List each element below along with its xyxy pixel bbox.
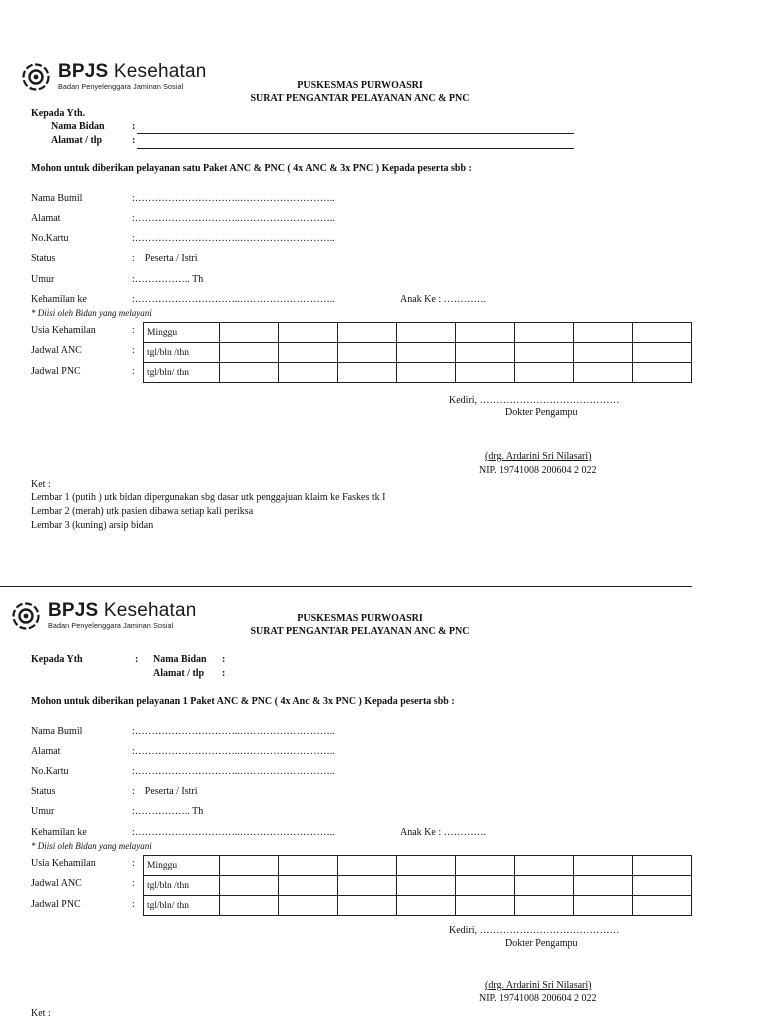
grid-cell[interactable] bbox=[515, 876, 574, 896]
grid-cell[interactable] bbox=[456, 896, 515, 916]
field-label: Status bbox=[31, 786, 56, 797]
field-label: Umur bbox=[31, 806, 55, 817]
field-value[interactable]: :…………………………..……………………….. bbox=[132, 213, 335, 224]
alamat-colon: : bbox=[132, 135, 136, 146]
ket-line: Lembar 3 (kuning) arsip bidan bbox=[31, 520, 154, 531]
logo-brand-second: Kesehatan bbox=[103, 600, 197, 621]
field-value[interactable]: :…………………………..……………………….. bbox=[132, 294, 335, 305]
grid-cell[interactable] bbox=[279, 363, 338, 383]
grid-cell[interactable] bbox=[220, 896, 279, 916]
signer-nip: NIP. 19741008 200604 2 022 bbox=[479, 465, 597, 476]
field-value[interactable]: : Peserta / Istri bbox=[132, 786, 198, 797]
schedule-label: Jadwal ANC bbox=[31, 878, 82, 889]
table-row bbox=[144, 363, 692, 383]
ket-label: Ket : bbox=[31, 1008, 51, 1019]
title-line-1: PUSKESMAS PURWOASRI bbox=[297, 80, 423, 91]
schedule-colon: : bbox=[132, 858, 135, 869]
nama-bidan-line[interactable] bbox=[137, 133, 574, 134]
table-row bbox=[144, 856, 692, 876]
field-value[interactable]: : Peserta / Istri bbox=[132, 253, 198, 264]
ket-line: Lembar 1 (putih ) utk bidan dipergunakan sbg dasar utk penggajuan klaim ke Faskes tk I bbox=[31, 492, 386, 503]
grid-cell[interactable] bbox=[397, 896, 456, 916]
field-label: No.Kartu bbox=[31, 233, 69, 244]
grid-cell[interactable] bbox=[397, 876, 456, 896]
grid-cell[interactable] bbox=[220, 856, 279, 876]
grid-cell[interactable] bbox=[338, 856, 397, 876]
grid-cell[interactable] bbox=[220, 343, 279, 363]
grid-cell[interactable] bbox=[220, 323, 279, 343]
grid-cell[interactable] bbox=[338, 343, 397, 363]
grid-cell[interactable] bbox=[574, 856, 633, 876]
bpjs-emblem-icon bbox=[22, 63, 50, 91]
signer-nip: NIP. 19741008 200604 2 022 bbox=[479, 993, 597, 1004]
logo-brand-main: BPJS bbox=[48, 600, 99, 621]
signer-role: Dokter Pengampu bbox=[505, 938, 578, 949]
grid-cell-label: tgl/bln /thn bbox=[144, 343, 220, 363]
schedule-label: Jadwal PNC bbox=[31, 899, 81, 910]
cut-line-divider bbox=[0, 586, 692, 587]
schedule-label: Usia Kehamilan bbox=[31, 325, 96, 336]
grid-cell-label: Minggu bbox=[144, 856, 220, 876]
schedule-label: Jadwal ANC bbox=[31, 345, 82, 356]
grid-cell[interactable] bbox=[456, 363, 515, 383]
kepada-label: Kepada Yth. bbox=[31, 108, 86, 119]
field-label: Kehamilan ke bbox=[31, 294, 87, 305]
field-value[interactable]: :…………….. Th bbox=[132, 274, 204, 285]
alamat-label: Alamat / tlp bbox=[153, 668, 205, 679]
grid-cell[interactable] bbox=[574, 876, 633, 896]
grid-cell[interactable] bbox=[633, 323, 692, 343]
field-label: Alamat bbox=[31, 746, 61, 757]
nama-bidan-label: Nama Bidan bbox=[51, 121, 105, 132]
grid-cell[interactable] bbox=[279, 323, 338, 343]
grid-cell[interactable] bbox=[633, 896, 692, 916]
anak-ke-field[interactable]: Anak Ke : …………. bbox=[400, 294, 487, 305]
grid-cell-label: tgl/bln/ thn bbox=[144, 896, 220, 916]
field-label: Kehamilan ke bbox=[31, 827, 87, 838]
grid-cell[interactable] bbox=[220, 363, 279, 383]
grid-cell[interactable] bbox=[279, 876, 338, 896]
field-value[interactable]: :…………………………..……………………….. bbox=[132, 726, 335, 737]
title-line-1: PUSKESMAS PURWOASRI bbox=[297, 613, 423, 624]
grid-cell[interactable] bbox=[456, 323, 515, 343]
form-title bbox=[190, 79, 530, 105]
signer-name: (drg. Ardarini Sri Nilasari) bbox=[485, 451, 592, 462]
grid-cell[interactable] bbox=[574, 343, 633, 363]
schedule-label: Usia Kehamilan bbox=[31, 858, 96, 869]
grid-cell[interactable] bbox=[279, 856, 338, 876]
form-sheet-2 bbox=[0, 588, 768, 1024]
grid-cell[interactable] bbox=[574, 363, 633, 383]
grid-cell[interactable] bbox=[574, 896, 633, 916]
schedule-label: Jadwal PNC bbox=[31, 366, 81, 377]
field-value[interactable]: :…………………………..……………………….. bbox=[132, 766, 335, 777]
nama-bidan-colon: : bbox=[132, 121, 136, 132]
fill-note: * Diisi oleh Bidan yang melayani bbox=[31, 308, 152, 318]
grid-cell[interactable] bbox=[515, 856, 574, 876]
grid-cell[interactable] bbox=[338, 363, 397, 383]
kepada-colon: : bbox=[135, 654, 139, 665]
grid-cell[interactable] bbox=[397, 363, 456, 383]
schedule-grid bbox=[143, 322, 692, 383]
place-date[interactable]: Kediri, …………………………………… bbox=[449, 395, 620, 406]
nama-bidan-label: Nama Bidan bbox=[153, 654, 207, 665]
field-label: Umur bbox=[31, 274, 55, 285]
table-row bbox=[144, 876, 692, 896]
schedule-colon: : bbox=[132, 899, 135, 910]
bpjs-logo bbox=[22, 62, 207, 91]
grid-cell-label: Minggu bbox=[144, 323, 220, 343]
schedule-colon: : bbox=[132, 345, 135, 356]
field-label: Alamat bbox=[31, 213, 61, 224]
logo-brand-second: Kesehatan bbox=[113, 61, 207, 82]
grid-cell[interactable] bbox=[397, 856, 456, 876]
field-label: No.Kartu bbox=[31, 766, 69, 777]
ket-line: Lembar 2 (merah) utk pasien dibawa setiap kali periksa bbox=[31, 506, 254, 517]
grid-cell[interactable] bbox=[338, 896, 397, 916]
table-row bbox=[144, 896, 692, 916]
grid-cell[interactable] bbox=[633, 343, 692, 363]
schedule-colon: : bbox=[132, 366, 135, 377]
alamat-line[interactable] bbox=[137, 148, 574, 149]
grid-cell[interactable] bbox=[279, 343, 338, 363]
grid-cell-label: tgl/bln/ thn bbox=[144, 363, 220, 383]
ket-label: Ket : bbox=[31, 479, 51, 490]
schedule-grid bbox=[143, 855, 692, 916]
request-text: Mohon untuk diberikan pelayanan satu Paket ANC & PNC ( 4x ANC & 3x PNC ) Kepada peserta sbb : bbox=[31, 163, 472, 174]
schedule-colon: : bbox=[132, 325, 135, 336]
logo-brand-main: BPJS bbox=[58, 61, 109, 82]
logo-tagline: Badan Penyelenggara Jaminan Sosial bbox=[58, 82, 184, 91]
field-label: Status bbox=[31, 253, 56, 264]
request-text: Mohon untuk diberikan pelayanan 1 Paket ANC & PNC ( 4x Anc & 3x PNC ) Kepada peserta sbb : bbox=[31, 696, 455, 707]
grid-cell[interactable] bbox=[397, 343, 456, 363]
grid-cell[interactable] bbox=[220, 876, 279, 896]
signer-name: (drg. Ardarini Sri Nilasari) bbox=[485, 980, 592, 991]
logo-tagline: Badan Penyelenggara Jaminan Sosial bbox=[48, 621, 174, 630]
field-label: Nama Bumil bbox=[31, 726, 83, 737]
grid-cell[interactable] bbox=[515, 323, 574, 343]
grid-cell[interactable] bbox=[338, 323, 397, 343]
field-value[interactable]: :…………….. Th bbox=[132, 806, 204, 817]
bpjs-emblem-icon bbox=[12, 602, 40, 630]
field-value[interactable]: :…………………………..……………………….. bbox=[132, 827, 335, 838]
schedule-colon: : bbox=[132, 878, 135, 889]
field-value[interactable]: :…………………………..……………………….. bbox=[132, 193, 335, 204]
alamat-label: Alamat / tlp bbox=[51, 135, 103, 146]
title-line-2: SURAT PENGANTAR PELAYANAN ANC & PNC bbox=[250, 93, 470, 104]
grid-cell[interactable] bbox=[456, 856, 515, 876]
field-value[interactable]: :…………………………..……………………….. bbox=[132, 233, 335, 244]
alamat-colon: : bbox=[222, 668, 226, 679]
table-row bbox=[144, 323, 692, 343]
grid-cell[interactable] bbox=[515, 896, 574, 916]
grid-cell[interactable] bbox=[279, 896, 338, 916]
anak-ke-field[interactable]: Anak Ke : …………. bbox=[400, 827, 487, 838]
kepada-label: Kepada Yth bbox=[31, 654, 83, 665]
grid-cell[interactable] bbox=[397, 323, 456, 343]
title-line-2: SURAT PENGANTAR PELAYANAN ANC & PNC bbox=[250, 626, 470, 637]
bpjs-logo bbox=[12, 601, 197, 630]
grid-cell[interactable] bbox=[515, 343, 574, 363]
grid-cell[interactable] bbox=[633, 363, 692, 383]
field-label: Nama Bumil bbox=[31, 193, 83, 204]
grid-cell[interactable] bbox=[456, 876, 515, 896]
fill-note: * Diisi oleh Bidan yang melayani bbox=[31, 841, 152, 851]
grid-cell[interactable] bbox=[633, 856, 692, 876]
field-value[interactable]: :…………………………..……………………….. bbox=[132, 746, 335, 757]
grid-cell[interactable] bbox=[515, 363, 574, 383]
grid-cell[interactable] bbox=[574, 323, 633, 343]
signer-role: Dokter Pengampu bbox=[505, 407, 578, 418]
nama-bidan-colon: : bbox=[222, 654, 226, 665]
place-date[interactable]: Kediri, …………………………………… bbox=[449, 925, 620, 936]
grid-cell-label: tgl/bln /thn bbox=[144, 876, 220, 896]
grid-cell[interactable] bbox=[338, 876, 397, 896]
grid-cell[interactable] bbox=[456, 343, 515, 363]
table-row bbox=[144, 343, 692, 363]
grid-cell[interactable] bbox=[633, 876, 692, 896]
form-title bbox=[190, 612, 530, 638]
